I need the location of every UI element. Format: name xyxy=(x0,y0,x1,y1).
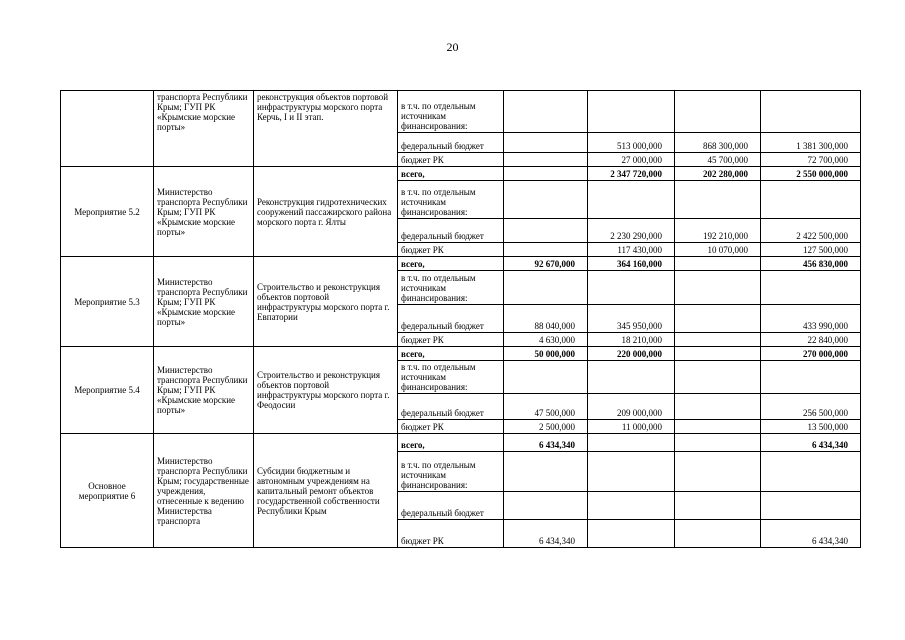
amount-cell: 27 000,000 xyxy=(588,153,675,167)
amount-cell: 2 550 000,000 xyxy=(761,167,861,181)
amount-cell xyxy=(675,333,761,347)
source-label: бюджет РК xyxy=(398,420,504,434)
amount-cell xyxy=(675,181,761,219)
amount-cell: 513 000,000 xyxy=(588,133,675,153)
table-row xyxy=(61,91,861,133)
amount-cell xyxy=(675,452,761,492)
event-cell: Мероприятие 5.4 xyxy=(61,347,154,434)
event-cell: Мероприятие 5.2 xyxy=(61,167,154,257)
amount-cell xyxy=(504,91,588,133)
amount-cell: 433 990,000 xyxy=(761,305,861,333)
source-label: в т.ч. по отдельным источникам финансирования: xyxy=(398,452,504,492)
amount-cell: 209 000,000 xyxy=(588,394,675,420)
executor-cell: Министерство транспорта Республики Крым; государственные учреждения, отнесенные к ведению Министерства транспорта xyxy=(154,434,254,548)
amount-cell xyxy=(588,181,675,219)
amount-cell: 127 500,000 xyxy=(761,243,861,257)
executor-cell: транспорта Республики Крым; ГУП РК «Крымские морские порты» xyxy=(154,91,254,167)
page-number: 20 xyxy=(446,40,459,54)
description-cell: Строительство и реконструкция объектов портовой инфраструктуры морского порта г. Евпатории xyxy=(254,257,398,347)
amount-cell: 364 160,000 xyxy=(588,257,675,271)
event-cell xyxy=(61,91,154,167)
executor-cell: Министерство транспорта Республики Крым; ГУП РК «Крымские морские порты» xyxy=(154,257,254,347)
amount-cell: 18 210,000 xyxy=(588,333,675,347)
amount-cell xyxy=(588,271,675,305)
amount-cell: 202 280,000 xyxy=(675,167,761,181)
amount-cell xyxy=(675,91,761,133)
source-label: бюджет РК xyxy=(398,520,504,548)
amount-cell: 22 840,000 xyxy=(761,333,861,347)
amount-cell xyxy=(504,361,588,394)
amount-cell xyxy=(504,452,588,492)
amount-cell xyxy=(761,181,861,219)
amount-cell: 456 830,000 xyxy=(761,257,861,271)
amount-cell xyxy=(588,452,675,492)
executor-cell: Министерство транспорта Республики Крым; ГУП РК «Крымские морские порты» xyxy=(154,347,254,434)
amount-cell xyxy=(504,243,588,257)
amount-cell: 92 670,000 xyxy=(504,257,588,271)
amount-cell xyxy=(761,271,861,305)
amount-cell: 11 000,000 xyxy=(588,420,675,434)
amount-cell xyxy=(588,361,675,394)
amount-cell xyxy=(675,347,761,361)
amount-cell: 2 422 500,000 xyxy=(761,219,861,243)
source-label: всего, xyxy=(398,257,504,271)
amount-cell: 2 347 720,000 xyxy=(588,167,675,181)
amount-cell xyxy=(675,492,761,520)
amount-cell xyxy=(761,361,861,394)
amount-cell xyxy=(588,520,675,548)
amount-cell xyxy=(588,434,675,452)
amount-cell: 4 630,000 xyxy=(504,333,588,347)
amount-cell xyxy=(675,257,761,271)
source-label: в т.ч. по отдельным источникам финансирования: xyxy=(398,181,504,219)
financing-table xyxy=(60,90,861,548)
amount-cell: 88 040,000 xyxy=(504,305,588,333)
amount-cell xyxy=(675,520,761,548)
table-row xyxy=(61,347,861,361)
source-label: в т.ч. по отдельным источникам финансирования: xyxy=(398,361,504,394)
source-label: федеральный бюджет xyxy=(398,394,504,420)
amount-cell: 2 500,000 xyxy=(504,420,588,434)
source-label: бюджет РК xyxy=(398,243,504,257)
amount-cell xyxy=(504,181,588,219)
source-label: в т.ч. по отдельным источникам финансирования: xyxy=(398,91,504,133)
amount-cell: 6 434,340 xyxy=(504,520,588,548)
event-cell: Мероприятие 5.3 xyxy=(61,257,154,347)
amount-cell xyxy=(504,492,588,520)
amount-cell: 72 700,000 xyxy=(761,153,861,167)
amount-cell xyxy=(504,271,588,305)
table-row xyxy=(61,167,861,181)
amount-cell: 256 500,000 xyxy=(761,394,861,420)
amount-cell xyxy=(675,271,761,305)
source-label: всего, xyxy=(398,434,504,452)
amount-cell xyxy=(675,434,761,452)
amount-cell xyxy=(761,492,861,520)
amount-cell: 220 000,000 xyxy=(588,347,675,361)
amount-cell: 50 000,000 xyxy=(504,347,588,361)
source-label: бюджет РК xyxy=(398,153,504,167)
source-label: федеральный бюджет xyxy=(398,492,504,520)
amount-cell xyxy=(761,91,861,133)
table-row xyxy=(61,257,861,271)
amount-cell xyxy=(504,219,588,243)
event-cell: Основное мероприятие 6 xyxy=(61,434,154,548)
amount-cell xyxy=(504,153,588,167)
amount-cell: 868 300,000 xyxy=(675,133,761,153)
amount-cell xyxy=(675,394,761,420)
amount-cell: 6 434,340 xyxy=(504,434,588,452)
amount-cell: 47 500,000 xyxy=(504,394,588,420)
description-cell: реконструкция объектов портовой инфраструктуры морского порта Керчь, I и II этап. xyxy=(254,91,398,167)
source-label: всего, xyxy=(398,167,504,181)
description-cell: Строительство и реконструкция объектов портовой инфраструктуры морского порта г. Феодосии xyxy=(254,347,398,434)
amount-cell: 10 070,000 xyxy=(675,243,761,257)
amount-cell xyxy=(504,167,588,181)
amount-cell xyxy=(675,361,761,394)
description-cell: Реконструкция гидротехнических сооружений пассажирского района морского порта г. Ялты xyxy=(254,167,398,257)
amount-cell: 270 000,000 xyxy=(761,347,861,361)
amount-cell: 1 381 300,000 xyxy=(761,133,861,153)
amount-cell xyxy=(761,452,861,492)
amount-cell xyxy=(675,305,761,333)
amount-cell: 6 434,340 xyxy=(761,434,861,452)
amount-cell xyxy=(675,420,761,434)
source-label: бюджет РК xyxy=(398,333,504,347)
source-label: в т.ч. по отдельным источникам финансирования: xyxy=(398,271,504,305)
source-label: федеральный бюджет xyxy=(398,133,504,153)
source-label: федеральный бюджет xyxy=(398,305,504,333)
executor-cell: Министерство транспорта Республики Крым; ГУП РК «Крымские морские порты» xyxy=(154,167,254,257)
amount-cell: 117 430,000 xyxy=(588,243,675,257)
source-label: федеральный бюджет xyxy=(398,219,504,243)
table-row xyxy=(61,434,861,452)
amount-cell: 345 950,000 xyxy=(588,305,675,333)
amount-cell xyxy=(504,133,588,153)
source-label: всего, xyxy=(398,347,504,361)
amount-cell: 192 210,000 xyxy=(675,219,761,243)
amount-cell xyxy=(588,91,675,133)
description-cell: Субсидии бюджетным и автономным учреждениям на капитальный ремонт объектов государственной собственности Республики Крым xyxy=(254,434,398,548)
amount-cell: 45 700,000 xyxy=(675,153,761,167)
amount-cell: 6 434,340 xyxy=(761,520,861,548)
amount-cell xyxy=(588,492,675,520)
amount-cell: 13 500,000 xyxy=(761,420,861,434)
amount-cell: 2 230 290,000 xyxy=(588,219,675,243)
